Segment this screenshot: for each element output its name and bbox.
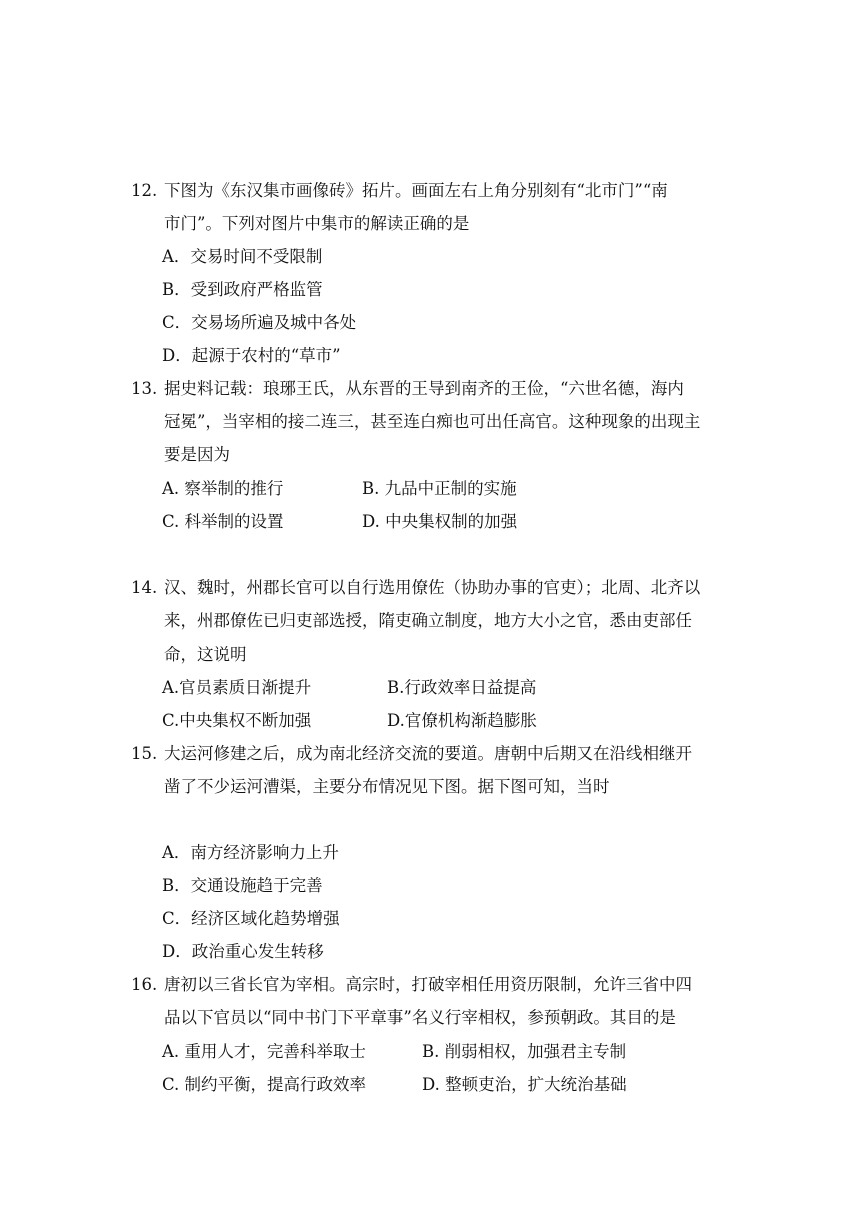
question-stem-line: 品以下官员以“同中书门下平章事”名义行宰相权，参预朝政。其目的是 xyxy=(164,1008,676,1027)
question-number: 13. xyxy=(131,379,158,398)
option-b: B.行政效率日益提高 xyxy=(387,678,537,697)
question-stem-line: 凿了不少运河漕渠，主要分布情况见下图。据下图可知，当时 xyxy=(164,777,610,796)
option-d: D．政治重心发生转移 xyxy=(162,942,324,961)
question-stem-line: 来，州郡僚佐已归吏部选授，隋吏确立制度，地方大小之官，悉由吏部任 xyxy=(164,611,692,630)
question-stem-line: 冠冕”，当宰相的接二连三，甚至连白痴也可出任高官。这种现象的出现主 xyxy=(164,412,701,431)
option-b: B. 九品中正制的实施 xyxy=(362,479,517,498)
option-c: C.中央集权不断加强 xyxy=(162,711,312,730)
option-a: A．南方经济影响力上升 xyxy=(162,843,339,862)
question-stem-line: 要是因为 xyxy=(164,445,230,464)
option-c: C. 制约平衡，提高行政效率 xyxy=(162,1075,367,1094)
question-number: 15. xyxy=(131,744,158,763)
option-a: A. 重用人才，完善科举取士 xyxy=(162,1042,366,1061)
option-d: D．起源于农村的“草市” xyxy=(162,346,341,365)
question-stem-line: 唐初以三省长官为宰相。高宗时，打破宰相任用资历限制，允许三省中四 xyxy=(164,975,692,994)
option-c: C．交易场所遍及城中各处 xyxy=(162,313,357,332)
question-number: 12. xyxy=(131,181,158,200)
question-stem-line: 汉、魏时，州郡长官可以自行选用僚佐（协助办事的官吏）；北周、北齐以 xyxy=(164,578,701,597)
option-b: B．受到政府严格监管 xyxy=(162,280,323,299)
option-d: D. 中央集权制的加强 xyxy=(362,512,518,531)
option-b: B．交通设施趋于完善 xyxy=(162,876,323,895)
option-a: A．交易时间不受限制 xyxy=(162,247,323,266)
question-stem-line: 大运河修建之后，成为南北经济交流的要道。唐朝中后期又在沿线相继开 xyxy=(164,744,692,763)
option-d: D.官僚机构渐趋膨胀 xyxy=(387,711,537,730)
question-stem-line: 命，这说明 xyxy=(164,645,247,664)
option-d: D. 整顿吏治，扩大统治基础 xyxy=(422,1075,627,1094)
option-a: A. 察举制的推行 xyxy=(162,479,284,498)
option-a: A.官员素质日渐提升 xyxy=(162,678,312,697)
question-stem-line: 市门”。下列对图片中集市的解读正确的是 xyxy=(164,214,470,233)
question-number: 16. xyxy=(131,975,158,994)
option-c: C. 科举制的设置 xyxy=(162,512,284,531)
question-stem-line: 据史料记载：琅琊王氏，从东晋的王导到南齐的王俭，“六世名德，海内 xyxy=(164,379,684,398)
question-number: 14. xyxy=(131,578,158,597)
option-c: C．经济区域化趋势增强 xyxy=(162,909,340,928)
question-stem-line: 下图为《东汉集市画像砖》拓片。画面左右上角分别刻有“北市门”“南 xyxy=(164,181,668,200)
option-b: B. 削弱相权，加强君主专制 xyxy=(422,1042,627,1061)
